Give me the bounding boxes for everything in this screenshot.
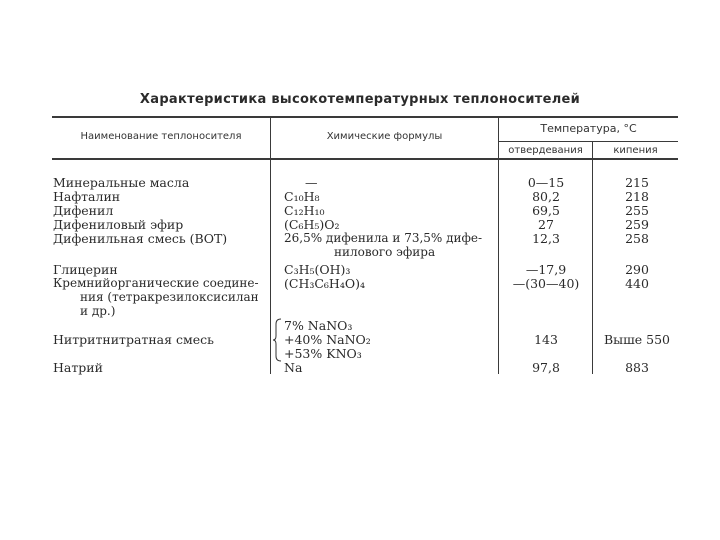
- row-solid: 0—15: [527, 175, 565, 190]
- row-name: Дифенильная смесь (ВОТ): [53, 231, 228, 246]
- temperature-divider-rule: [498, 141, 678, 142]
- row-name: Дифениловый эфир: [53, 217, 184, 232]
- row-name: Дифенил: [53, 203, 114, 218]
- row-solid: —(30—40): [512, 276, 580, 291]
- row-boil: 440: [625, 276, 649, 291]
- row-name: Минеральные масла: [53, 175, 190, 190]
- row-name: Натрий: [53, 360, 103, 375]
- row-boil: 258: [625, 231, 649, 246]
- row-boil: 215: [625, 175, 649, 190]
- row-formula: Na: [284, 360, 303, 375]
- row-boil: 218: [625, 189, 649, 204]
- row-name: Глицерин: [53, 262, 118, 277]
- row-formula: (C₆H₅)O₂: [284, 217, 340, 232]
- row-boil: Выше 550: [604, 332, 670, 347]
- row-formula: C₃H₅(OH)₃: [284, 262, 351, 277]
- row-solid: 80,2: [532, 189, 560, 204]
- header-name: Наименование теплоносителя: [80, 131, 242, 142]
- row-solid: 12,3: [532, 231, 560, 246]
- column-divider-3: [592, 141, 593, 374]
- row-name-line3: и др.): [80, 304, 116, 318]
- row-boil: 259: [625, 217, 649, 232]
- row-formula: (CH₃C₆H₄O)₄: [284, 276, 365, 291]
- row-name-line2: ния (тетракрезилоксисилан: [80, 290, 259, 304]
- row-solid: 69,5: [532, 203, 560, 218]
- table-title: Характеристика высокотемпературных теплоносителей: [139, 92, 581, 107]
- row-name: Нитритнитратная смесь: [53, 332, 214, 347]
- header-boiling: кипения: [613, 145, 658, 156]
- brace-icon: [272, 318, 282, 362]
- row-solid: 27: [538, 217, 554, 232]
- row-name-line1: Кремнийорганические соедине-: [53, 276, 259, 290]
- row-boil: 255: [625, 203, 649, 218]
- header-temperature: Температура, °C: [540, 122, 637, 135]
- row-solid: 97,8: [532, 360, 560, 375]
- row-formula: C₁₀H₈: [284, 189, 320, 204]
- row-formula-line3: +53% KNO₃: [284, 346, 362, 361]
- row-formula-line2: нилового эфира: [334, 245, 436, 259]
- row-formula: —: [305, 175, 318, 190]
- row-boil: 883: [625, 360, 649, 375]
- header-bottom-rule: [52, 158, 678, 160]
- row-formula: C₁₂H₁₀: [284, 203, 325, 218]
- row-formula-line1: 7% NaNO₃: [284, 318, 353, 333]
- row-boil: 290: [625, 262, 649, 277]
- row-name: Нафталин: [53, 189, 121, 204]
- row-formula-line1: 26,5% дифенила и 73,5% дифе-: [284, 231, 483, 245]
- row-solid: 143: [534, 332, 558, 347]
- row-solid: —17,9: [525, 262, 567, 277]
- header-formula: Химические формулы: [326, 131, 443, 142]
- top-rule: [52, 116, 678, 118]
- header-solidification: отвердевания: [508, 145, 583, 156]
- row-formula-line2: +40% NaNO₂: [284, 332, 371, 347]
- column-divider-1: [270, 116, 271, 374]
